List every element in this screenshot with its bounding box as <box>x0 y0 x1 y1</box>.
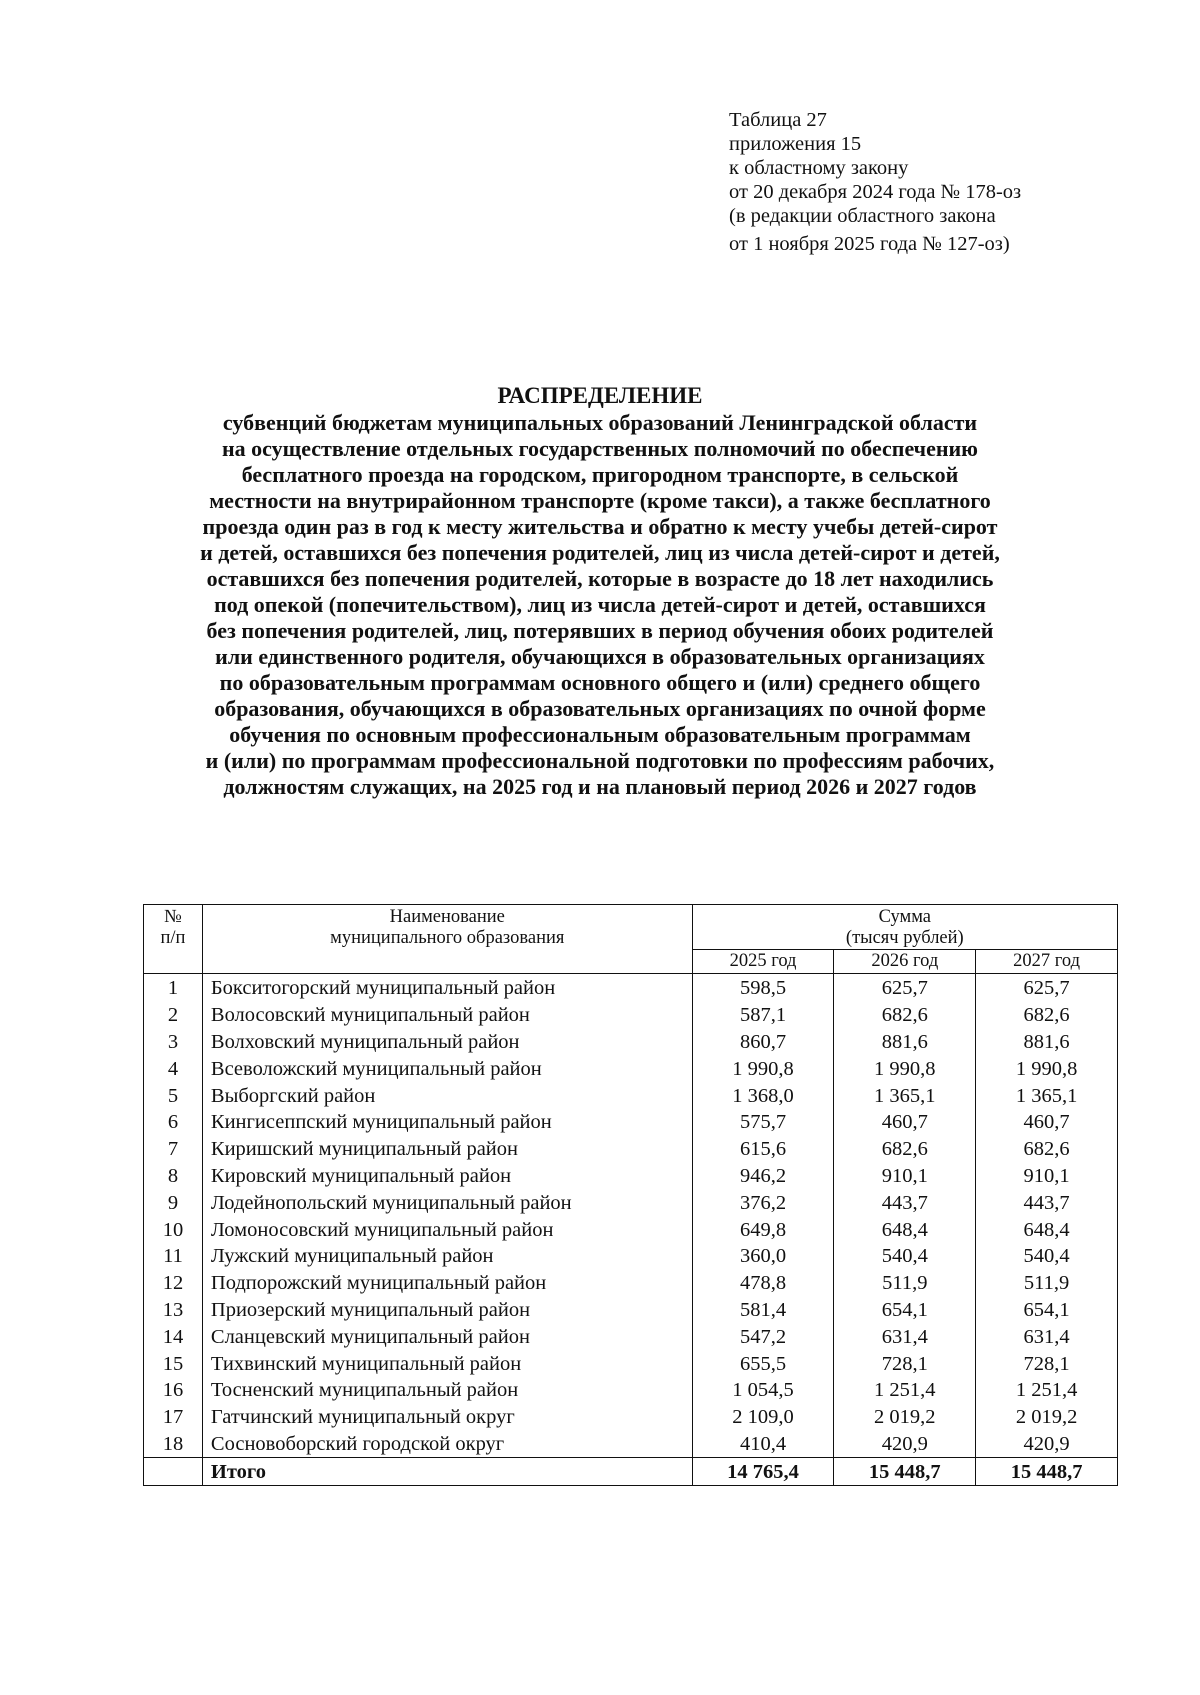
header-sum-line2: (тысяч рублей) <box>845 928 964 948</box>
municipality-name-cell: Сосновоборский городской округ <box>202 1431 692 1458</box>
amount-2026-cell: 420,9 <box>834 1431 976 1458</box>
row-number-cell: 14 <box>144 1323 203 1350</box>
header-sum <box>692 905 1117 929</box>
municipality-name-cell: Сланцевский муниципальный район <box>202 1323 692 1350</box>
amount-2026-cell: 1 365,1 <box>834 1082 976 1109</box>
header-year-2026: 2026 год <box>834 950 976 974</box>
amount-2027-cell: 2 019,2 <box>976 1404 1118 1431</box>
row-number-cell: 8 <box>144 1163 203 1190</box>
amount-2025-cell: 478,8 <box>692 1270 834 1297</box>
table-row <box>144 1002 1118 1029</box>
table-row <box>144 1029 1118 1056</box>
row-number-cell: 1 <box>144 974 203 1002</box>
municipality-name-cell: Всеволожский муниципальный район <box>202 1055 692 1082</box>
appendix-line: (в редакции областного закона <box>729 205 996 227</box>
amount-2027-cell: 1 990,8 <box>976 1055 1118 1082</box>
amount-2026-cell: 648,4 <box>834 1216 976 1243</box>
title-line: и детей, оставшихся без попечения родителей, лиц из числа детей-сирот и детей, <box>200 540 1000 565</box>
appendix-line: от 1 ноября 2025 года № 127-оз) <box>729 233 1010 255</box>
title-line: оставшихся без попечения родителей, которые в возрасте до 18 лет находились <box>206 566 994 591</box>
amount-2026-cell: 654,1 <box>834 1297 976 1324</box>
amount-2025-cell: 376,2 <box>692 1189 834 1216</box>
amount-2027-cell: 625,7 <box>976 974 1118 1002</box>
title-line: или единственного родителя, обучающихся в образовательных организациях <box>215 644 985 669</box>
amount-2027-cell: 1 251,4 <box>976 1377 1118 1404</box>
municipality-name-cell: Волховский муниципальный район <box>202 1029 692 1056</box>
appendix-line: приложения 15 <box>729 133 862 155</box>
table-row <box>144 1270 1118 1297</box>
title-line: обучения по основным профессиональным образовательным программам <box>229 722 971 747</box>
row-number-cell: 4 <box>144 1055 203 1082</box>
row-number-cell: 15 <box>144 1350 203 1377</box>
header-municipality-line2: муниципального образования <box>330 928 565 948</box>
table-row <box>144 1404 1118 1431</box>
table-row <box>144 1163 1118 1190</box>
table-row <box>144 1109 1118 1136</box>
header-number-line1: № <box>164 907 182 927</box>
appendix-line: от 20 декабря 2024 года № 178-оз <box>729 181 1022 203</box>
document-title-main: РАСПРЕДЕЛЕНИЕ <box>497 383 703 408</box>
municipality-name-cell: Бокситогорский муниципальный район <box>202 974 692 1002</box>
amount-2026-cell: 443,7 <box>834 1189 976 1216</box>
title-line: и (или) по программам профессиональной подготовки по профессиям рабочих, <box>205 748 995 773</box>
row-number-cell: 18 <box>144 1431 203 1458</box>
title-line: по образовательным программам основного общего и (или) среднего общего <box>219 670 981 695</box>
amount-2025-cell: 410,4 <box>692 1431 834 1458</box>
amount-2026-cell: 1 990,8 <box>834 1055 976 1082</box>
title-line: проезда один раз в год к месту жительства и обратно к месту учебы детей-сирот <box>202 514 998 539</box>
table-row <box>144 1189 1118 1216</box>
amount-2025-cell: 587,1 <box>692 1002 834 1029</box>
amount-2026-cell: 625,7 <box>834 974 976 1002</box>
total-2027-cell: 15 448,7 <box>976 1458 1118 1486</box>
amount-2027-cell: 682,6 <box>976 1002 1118 1029</box>
amount-2027-cell: 1 365,1 <box>976 1082 1118 1109</box>
title-line: бесплатного проезда на городском, пригородном транспорте, в сельской <box>241 462 959 487</box>
title-line: без попечения родителей, лиц, потерявших в период обучения обоих родителей <box>206 618 994 643</box>
amount-2026-cell: 1 251,4 <box>834 1377 976 1404</box>
header-year-2025: 2025 год <box>692 950 834 974</box>
amount-2025-cell: 1 990,8 <box>692 1055 834 1082</box>
row-number-cell: 11 <box>144 1243 203 1270</box>
appendix-reference <box>729 108 1149 256</box>
amount-2026-cell: 540,4 <box>834 1243 976 1270</box>
municipality-name-cell: Тосненский муниципальный район <box>202 1377 692 1404</box>
municipality-name-cell: Волосовский муниципальный район <box>202 1002 692 1029</box>
table-body <box>144 974 1118 1486</box>
municipality-name-cell: Тихвинский муниципальный район <box>202 1350 692 1377</box>
amount-2027-cell: 460,7 <box>976 1109 1118 1136</box>
municipality-name-cell: Гатчинский муниципальный округ <box>202 1404 692 1431</box>
total-2025-cell: 14 765,4 <box>692 1458 834 1486</box>
amount-2027-cell: 728,1 <box>976 1350 1118 1377</box>
amount-2025-cell: 2 109,0 <box>692 1404 834 1431</box>
total-2026-cell: 15 448,7 <box>834 1458 976 1486</box>
amount-2027-cell: 443,7 <box>976 1189 1118 1216</box>
title-line: местности на внутрирайонном транспорте (кроме такси), а также бесплатного <box>209 488 991 513</box>
municipality-name-cell: Ломоносовский муниципальный район <box>202 1216 692 1243</box>
amount-2025-cell: 655,5 <box>692 1350 834 1377</box>
row-number-cell: 5 <box>144 1082 203 1109</box>
amount-2026-cell: 881,6 <box>834 1029 976 1056</box>
distribution-table <box>143 904 1118 1486</box>
municipality-name-cell: Подпорожский муниципальный район <box>202 1270 692 1297</box>
table-row <box>144 974 1118 1002</box>
title-line: под опекой (попечительством), лиц из числа детей-сирот и детей, оставшихся <box>214 592 986 617</box>
title-line: образования, обучающихся в образовательных организациях по очной форме <box>214 696 986 721</box>
amount-2025-cell: 360,0 <box>692 1243 834 1270</box>
amount-2027-cell: 511,9 <box>976 1270 1118 1297</box>
amount-2025-cell: 1 054,5 <box>692 1377 834 1404</box>
municipality-name-cell: Лужский муниципальный район <box>202 1243 692 1270</box>
amount-2026-cell: 682,6 <box>834 1136 976 1163</box>
row-number-cell: 9 <box>144 1189 203 1216</box>
document-title <box>120 383 1080 800</box>
header-municipality-line1: Наименование <box>389 907 505 927</box>
amount-2027-cell: 631,4 <box>976 1323 1118 1350</box>
table-row <box>144 1136 1118 1163</box>
amount-2026-cell: 2 019,2 <box>834 1404 976 1431</box>
header-sum-unit <box>692 928 1117 950</box>
amount-2025-cell: 575,7 <box>692 1109 834 1136</box>
table-row <box>144 1243 1118 1270</box>
municipality-name-cell: Выборгский район <box>202 1082 692 1109</box>
table-row <box>144 1377 1118 1404</box>
amount-2027-cell: 420,9 <box>976 1431 1118 1458</box>
amount-2025-cell: 649,8 <box>692 1216 834 1243</box>
amount-2026-cell: 511,9 <box>834 1270 976 1297</box>
header-year-2027: 2027 год <box>976 950 1118 974</box>
amount-2026-cell: 460,7 <box>834 1109 976 1136</box>
appendix-line: Таблица 27 <box>729 109 827 131</box>
amount-2025-cell: 581,4 <box>692 1297 834 1324</box>
header-municipality <box>202 905 692 974</box>
amount-2027-cell: 648,4 <box>976 1216 1118 1243</box>
amount-2027-cell: 540,4 <box>976 1243 1118 1270</box>
amount-2027-cell: 881,6 <box>976 1029 1118 1056</box>
row-number-cell: 6 <box>144 1109 203 1136</box>
row-number-cell: 10 <box>144 1216 203 1243</box>
row-number-cell: 17 <box>144 1404 203 1431</box>
table-row <box>144 1082 1118 1109</box>
amount-2026-cell: 631,4 <box>834 1323 976 1350</box>
table-header <box>144 905 1118 974</box>
amount-2025-cell: 547,2 <box>692 1323 834 1350</box>
total-label-cell: Итого <box>202 1458 692 1486</box>
header-number-line2: п/п <box>160 928 186 948</box>
title-line: субвенций бюджетам муниципальных образований Ленинградской области <box>222 410 978 435</box>
header-sum-line1: Сумма <box>878 907 931 927</box>
municipality-name-cell: Приозерский муниципальный район <box>202 1297 692 1324</box>
municipality-name-cell: Лодейнопольский муниципальный район <box>202 1189 692 1216</box>
amount-2026-cell: 728,1 <box>834 1350 976 1377</box>
table-row <box>144 1297 1118 1324</box>
table-row <box>144 1350 1118 1377</box>
municipality-name-cell: Кингисеппский муниципальный район <box>202 1109 692 1136</box>
amount-2027-cell: 682,6 <box>976 1136 1118 1163</box>
row-number-cell: 2 <box>144 1002 203 1029</box>
amount-2026-cell: 682,6 <box>834 1002 976 1029</box>
header-number <box>144 905 203 974</box>
municipality-name-cell: Киришский муниципальный район <box>202 1136 692 1163</box>
municipality-name-cell: Кировский муниципальный район <box>202 1163 692 1190</box>
table-row <box>144 1216 1118 1243</box>
amount-2025-cell: 598,5 <box>692 974 834 1002</box>
amount-2025-cell: 1 368,0 <box>692 1082 834 1109</box>
amount-2025-cell: 615,6 <box>692 1136 834 1163</box>
table-row <box>144 1055 1118 1082</box>
title-line: должностям служащих, на 2025 год и на плановый период 2026 и 2027 годов <box>223 774 977 799</box>
row-number-cell: 7 <box>144 1136 203 1163</box>
amount-2025-cell: 860,7 <box>692 1029 834 1056</box>
total-number-cell <box>144 1458 203 1486</box>
table-row <box>144 1323 1118 1350</box>
table-total-row <box>144 1458 1118 1486</box>
amount-2027-cell: 910,1 <box>976 1163 1118 1190</box>
row-number-cell: 3 <box>144 1029 203 1056</box>
row-number-cell: 13 <box>144 1297 203 1324</box>
title-line: на осуществление отдельных государственных полномочий по обеспечению <box>221 436 978 461</box>
appendix-line: к областному закону <box>729 157 909 179</box>
table-row <box>144 1431 1118 1458</box>
row-number-cell: 12 <box>144 1270 203 1297</box>
amount-2027-cell: 654,1 <box>976 1297 1118 1324</box>
amount-2025-cell: 946,2 <box>692 1163 834 1190</box>
amount-2026-cell: 910,1 <box>834 1163 976 1190</box>
row-number-cell: 16 <box>144 1377 203 1404</box>
